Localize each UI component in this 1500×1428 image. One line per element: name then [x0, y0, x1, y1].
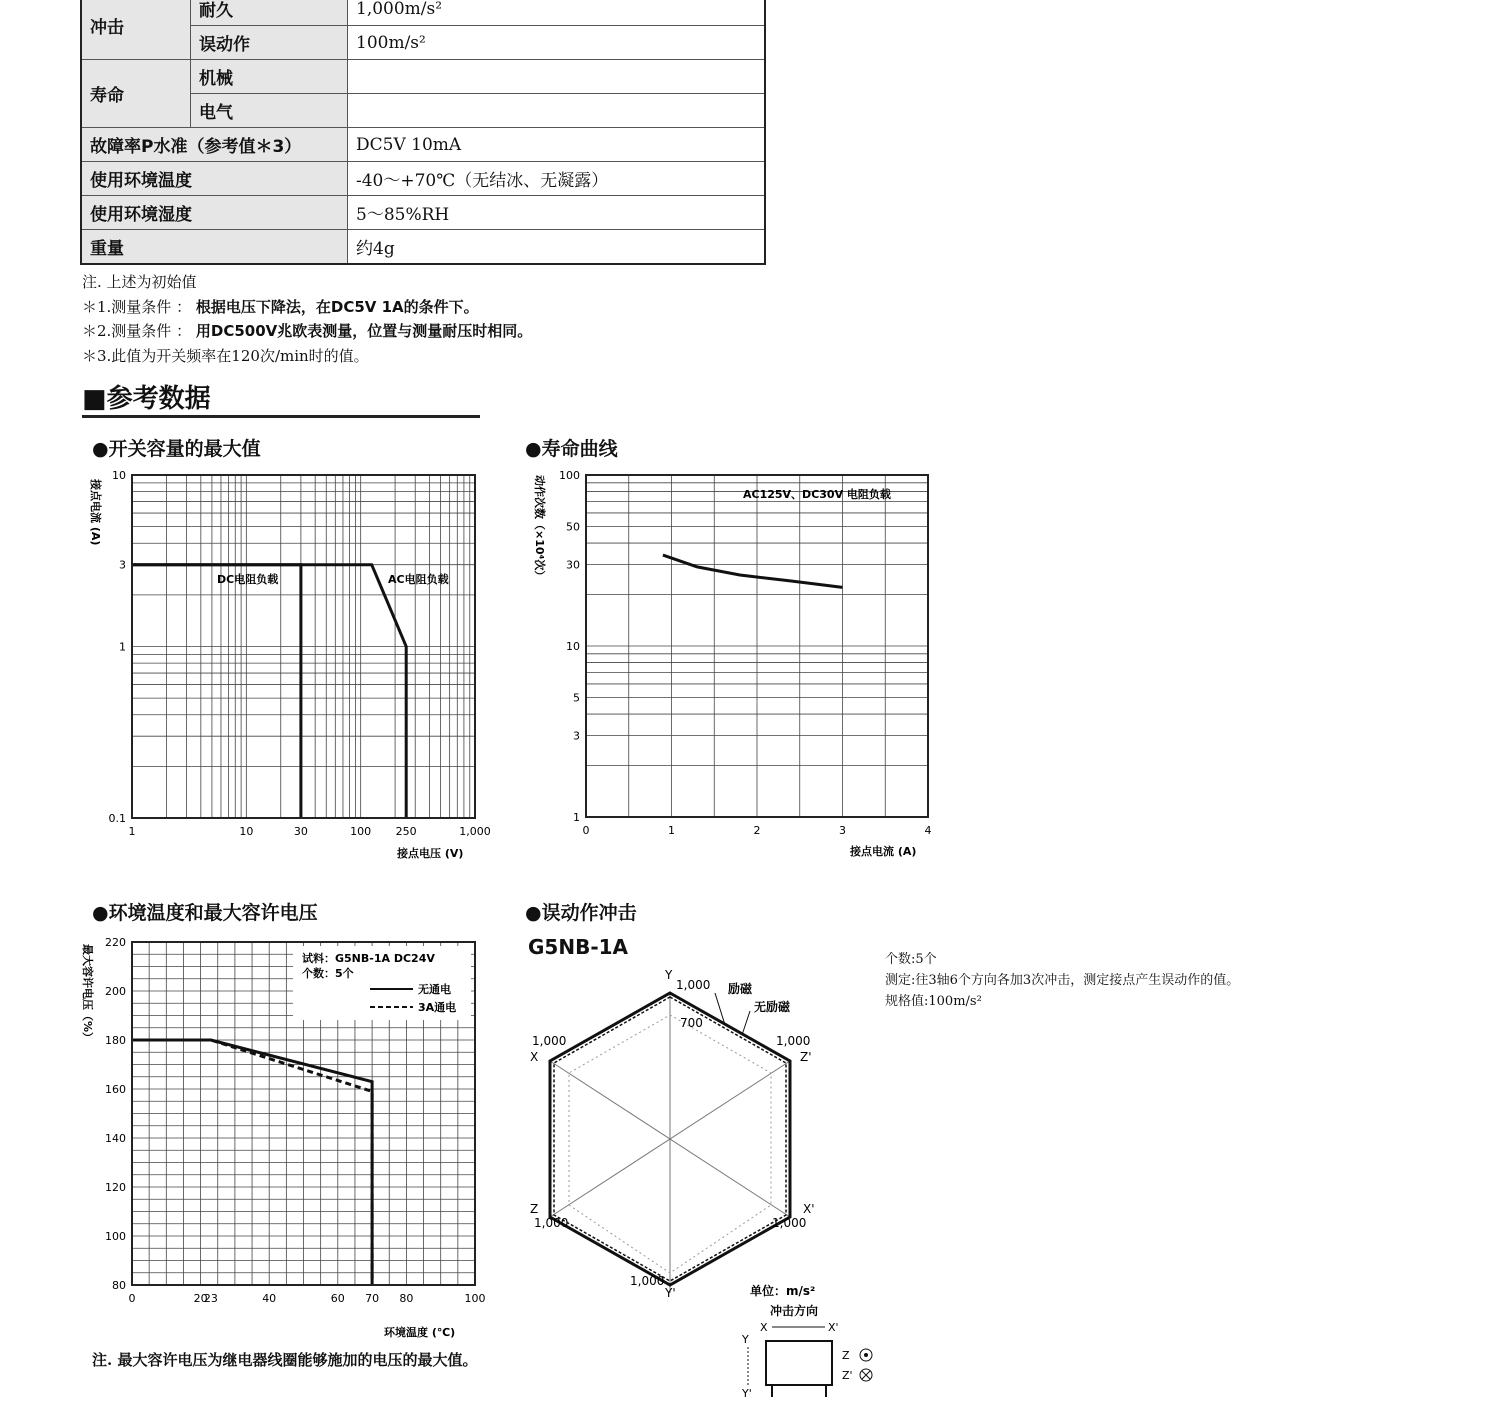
spec-label: 重量	[81, 230, 348, 265]
spec-value	[348, 60, 766, 94]
y-axis-label: 动作次数（×10⁴次）	[533, 475, 546, 582]
y-tick-label: 10	[112, 469, 126, 482]
x-axis-label: 接点电流 (A)	[850, 845, 917, 858]
life-curve-chart	[528, 465, 948, 865]
spec-value: -40～+70℃（无结冰、无凝露）	[348, 162, 766, 196]
vertex-z: Z	[530, 1202, 539, 1216]
x-axis-label: 接点电压 (V)	[397, 847, 464, 860]
y-tick-label: 80	[112, 1279, 126, 1292]
vertex-x: X	[530, 1050, 539, 1064]
shock-direction-label: 冲击方向	[770, 1304, 819, 1318]
series-label: AC125V、DC30V 电阻负载	[743, 488, 891, 501]
spec-item: 误动作	[191, 26, 348, 60]
table-row	[81, 196, 765, 230]
shock-note-method: 测定:往3轴6个方向各加3次冲击，测定接点产生误动作的值。	[885, 973, 1240, 988]
x-tick-label: 4	[924, 824, 932, 837]
note-1	[82, 296, 479, 317]
x-tick-label: 10	[239, 825, 254, 838]
unit-label: 单位：m/s²	[750, 1284, 816, 1298]
y-axis-label: 接点电流 (A)	[89, 479, 102, 546]
shock-note-spec: 规格值:100m/s²	[885, 994, 982, 1009]
shock-note-count: 个数:5个	[885, 952, 937, 967]
note-initial: 注. 上述为初始值	[82, 273, 197, 291]
axis-z-label: Z	[842, 1349, 850, 1362]
vertex-y: Y	[665, 968, 673, 982]
chart-series	[663, 555, 843, 587]
x-tick-label: 3	[839, 824, 846, 837]
spec-value: 约4g	[348, 230, 766, 265]
x-tick-label: 80	[399, 1292, 414, 1305]
x-tick-label: 20	[193, 1292, 208, 1305]
series-line-0	[663, 555, 843, 587]
shock-hexagon-diagram	[510, 955, 910, 1415]
y-tick-label: 140	[105, 1132, 126, 1145]
y-tick-label: 5	[573, 691, 580, 705]
spec-table	[80, 0, 766, 265]
y-tick-label: 10	[566, 640, 580, 653]
note-2-text: 用DC500V兆欧表测量，位置与测量耐压时相同。	[195, 322, 533, 340]
hexagon-axes	[550, 993, 790, 1293]
spec-group: 冲击	[81, 0, 191, 60]
spec-item: 机械	[191, 60, 348, 94]
series-line-1	[132, 565, 406, 818]
y-tick-label: 50	[566, 520, 580, 534]
chart-series	[132, 565, 406, 818]
table-row	[81, 0, 765, 26]
switching-capacity-chart	[80, 465, 500, 865]
section-divider	[82, 415, 480, 418]
table-row	[81, 128, 765, 162]
note-2	[82, 320, 532, 341]
y-tick-label: 120	[105, 1181, 126, 1194]
chart-grid	[586, 475, 928, 817]
chart-ticks	[559, 469, 932, 837]
legend-sample: 试料：G5NB-1A DC24V	[302, 952, 435, 965]
chart-title-switching-capacity: ●开关容量的最大值	[92, 438, 261, 460]
legend-count: 个数：5个	[302, 967, 354, 980]
shock-model: G5NB-1A	[528, 935, 629, 959]
spec-value	[348, 94, 766, 128]
x-tick-label: 30	[293, 825, 308, 838]
spec-item: 耐久	[191, 0, 348, 26]
x-tick-label: 40	[262, 1292, 277, 1305]
x-tick-label: 1,000	[459, 825, 491, 838]
x-tick-label: 2	[753, 824, 761, 837]
x-tick-label: 100	[350, 825, 372, 838]
x-tick-label: 1	[668, 824, 675, 837]
table-row	[81, 60, 765, 94]
bottom-note: 注. 最大容许电压为继电器线圈能够施加的电压的最大值。	[92, 1351, 478, 1369]
y-tick-label: 160	[105, 1083, 126, 1096]
chart-title-shock: ●误动作冲击	[525, 902, 637, 924]
x-tick-label: 70	[365, 1292, 380, 1305]
chart-title-ambient-voltage: ●环境温度和最大容许电压	[92, 902, 318, 924]
note-3: ＊3.此值为开关频率在120次/min时的值。	[82, 347, 369, 365]
section-title: ■参考数据	[82, 384, 211, 414]
series-label-ac: AC电阻负载	[388, 573, 449, 586]
vertex-yp: Y'	[665, 1286, 676, 1300]
y-tick-label: 0.1	[108, 812, 126, 825]
legend-3a-current: 3A通电	[418, 1001, 457, 1014]
chart-grid	[132, 475, 475, 818]
value-z: 1,000	[534, 1216, 569, 1230]
spec-value: 100m/s²	[348, 26, 766, 60]
axis-yp-label: Y'	[742, 1387, 752, 1400]
spec-value: DC5V 10mA	[348, 128, 766, 162]
legend-pointer-off	[742, 1011, 750, 1035]
spec-group: 寿命	[81, 60, 191, 128]
x-tick-label: 250	[395, 825, 417, 838]
value-xp: 1,000	[772, 1216, 807, 1230]
value-x: 1,000	[532, 1034, 567, 1048]
legend-no-current: 无通电	[418, 983, 451, 996]
spec-item: 电气	[191, 94, 348, 128]
y-axis-label: 最大容许电压（%）	[81, 944, 94, 1044]
series-label-dc: DC电阻负载	[217, 573, 279, 586]
series-line-0	[132, 565, 301, 818]
x-tick-label: 100	[464, 1292, 486, 1305]
value-yp: 1,000	[630, 1274, 665, 1288]
spec-label: 使用环境湿度	[81, 196, 348, 230]
y-tick-label: 220	[105, 936, 126, 949]
note-1-prefix: ＊1.测量条件 ：	[82, 298, 192, 316]
legend-energized: 励磁	[728, 982, 753, 996]
x-tick-label: 23	[203, 1292, 218, 1305]
relay-body	[766, 1341, 832, 1385]
axis-zp-label: Z'	[842, 1369, 853, 1382]
x-axis-label: 环境温度 (℃)	[384, 1326, 456, 1339]
vertex-zp: Z'	[800, 1050, 812, 1064]
vertex-xp: X'	[803, 1202, 815, 1216]
table-row	[81, 162, 765, 196]
value-zp: 1,000	[776, 1034, 811, 1048]
x-tick-label: 1	[128, 825, 136, 838]
legend-deenergized: 无励磁	[754, 1000, 791, 1014]
value-top: 1,000	[676, 978, 711, 992]
ambient-voltage-chart	[80, 932, 500, 1344]
note-2-prefix: ＊2.测量条件 ：	[82, 322, 192, 340]
spec-value: 1,000m/s²	[348, 0, 766, 26]
y-tick-label: 100	[105, 1230, 126, 1243]
x-tick-label: 60	[330, 1292, 345, 1305]
y-tick-label: 3	[119, 558, 126, 572]
spec-value: 5～85%RH	[348, 196, 766, 230]
axis-y-label: Y	[742, 1333, 749, 1346]
y-tick-label: 180	[105, 1034, 126, 1047]
y-tick-label: 100	[559, 469, 580, 482]
y-tick-label: 1	[573, 811, 580, 824]
y-tick-label: 3	[573, 729, 580, 743]
chart-title-life-curve: ●寿命曲线	[525, 438, 618, 460]
spec-label: 故障率P水准（参考值＊3）	[81, 128, 348, 162]
y-tick-label: 200	[105, 985, 126, 998]
table-row	[81, 230, 765, 265]
spec-label: 使用环境温度	[81, 162, 348, 196]
note-1-text: 根据电压下降法，在DC5V 1A的条件下。	[195, 298, 479, 316]
value-inner: 700	[680, 1016, 703, 1030]
axis-x-label: X	[760, 1321, 768, 1334]
x-tick-label: 0	[128, 1292, 136, 1305]
axis-xp-label: X'	[828, 1321, 839, 1334]
y-tick-label: 30	[566, 558, 580, 572]
y-tick-label: 1	[119, 640, 126, 654]
x-tick-label: 0	[582, 824, 590, 837]
